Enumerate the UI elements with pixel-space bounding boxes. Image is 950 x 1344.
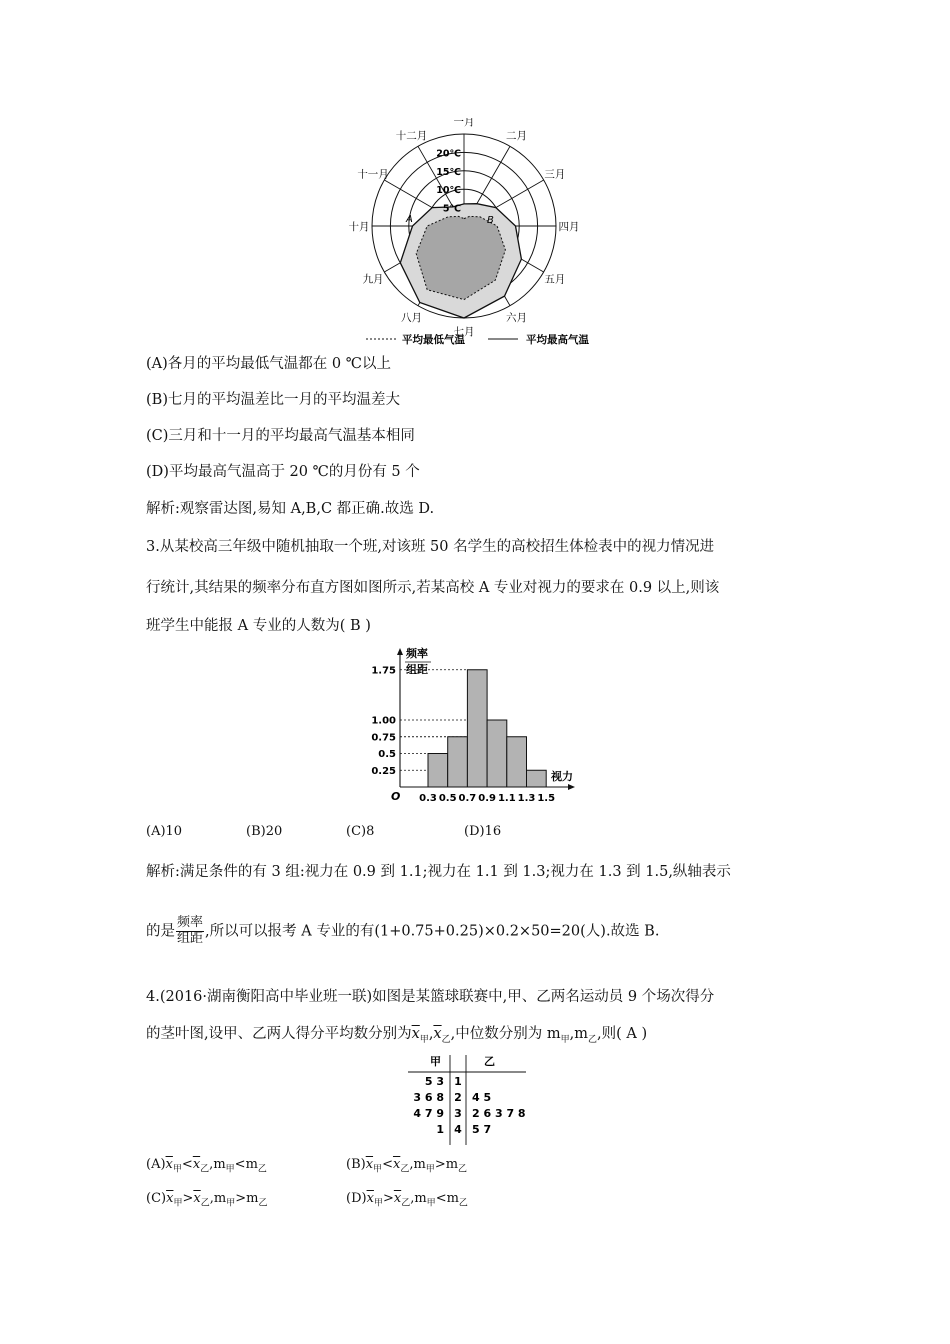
xbar: $\overline{x}$ [165, 1157, 173, 1172]
q2-option-d: (D)平均最高气温高于 20 ℃的月份有 5 个 [146, 464, 420, 480]
fraction-denominator: 组距 [177, 930, 204, 946]
q3-option-b: (B)20 [246, 824, 283, 839]
sub: 乙 [258, 1198, 268, 1209]
sub: 乙 [200, 1198, 210, 1209]
q3-analysis-line2 [146, 916, 659, 947]
sub: 甲 [373, 1198, 383, 1209]
y-tick-label: 1.75 [371, 665, 396, 677]
y-tick-label: 0.25 [371, 765, 396, 777]
y-tick-label: 0.75 [371, 732, 396, 744]
leaf-right: 5 7 [472, 1123, 492, 1136]
sub-yi: 乙 [441, 1034, 451, 1045]
month-label: 十二月 [395, 130, 428, 143]
x-tick-label: 1.1 [497, 793, 516, 804]
q4-option-a [146, 1157, 267, 1175]
lt-sign: < [181, 1157, 193, 1172]
lt-sign: < [382, 1157, 393, 1172]
x-tick-label: 0.5 [438, 793, 457, 804]
point-b-label: B [487, 215, 494, 226]
m: m [213, 1191, 227, 1206]
month-label: 七月 [453, 326, 475, 338]
analysis-pre-text: 的是 [146, 923, 175, 940]
month-label: 五月 [544, 273, 566, 286]
sub: 甲 [373, 1164, 383, 1175]
q4-option-b-label: (B) [346, 1157, 366, 1172]
sub: 甲 [426, 1198, 436, 1209]
analysis-post-text: ,所以可以报考 A 专业的有(1+0.75+0.25)×0.2×50=20(人).故选 B. [205, 923, 660, 940]
xbar-yi: $\overline{x}$ [433, 1026, 442, 1042]
q2-analysis: 解析:观察雷达图,易知 A,B,C 都正确.故选 D. [146, 501, 435, 517]
q3-text-line2: 行统计,其结果的频率分布直方图如图所示,若某高校 A 专业对视力的要求在 0.9 以上,则该 [146, 580, 720, 596]
month-label: 二月 [506, 130, 527, 143]
leaf-left: 1 [436, 1123, 444, 1136]
xbar: $\overline{x}$ [193, 1191, 201, 1206]
leaf-right: 4 5 [472, 1091, 492, 1104]
comma: , [209, 1191, 214, 1206]
histogram-svg [360, 642, 590, 807]
m: m [414, 1191, 427, 1206]
month-label: 十月 [348, 221, 370, 233]
stemleaf-header-jia: 甲 [430, 1055, 441, 1068]
q4-line2-pre: 的茎叶图,设甲、乙两人得分平均数分别为 [146, 1026, 412, 1042]
sub-jia: 甲 [419, 1034, 429, 1045]
q4-option-b [346, 1157, 467, 1175]
m: m [245, 1157, 258, 1172]
histogram-bar [448, 737, 468, 787]
histogram-bar [467, 670, 487, 787]
sub: 甲 [172, 1164, 182, 1175]
stem: 3 [454, 1107, 462, 1120]
x-axis-arrow [568, 784, 575, 790]
x-tick-label: 0.9 [478, 793, 496, 804]
q4-line2-m2: ,m [569, 1026, 588, 1042]
lt-sign: < [234, 1157, 246, 1172]
leaf-left: 4 7 9 [413, 1107, 444, 1120]
month-label: 九月 [362, 273, 384, 286]
histogram-bar [428, 754, 448, 788]
y-tick-label: 1.00 [371, 715, 396, 727]
y-axis-label-top: 频率 [406, 647, 428, 660]
xbar: $\overline{x}$ [366, 1191, 374, 1206]
month-label: 十一月 [357, 168, 389, 181]
q4-option-d [346, 1191, 468, 1209]
q4-option-d-label: (D) [346, 1191, 367, 1206]
comma: , [410, 1191, 415, 1206]
sub: 乙 [458, 1164, 468, 1175]
q4-text-line2 [146, 1022, 647, 1045]
stem-leaf-svg [380, 1050, 580, 1150]
ring-label: 15℃ [436, 166, 461, 178]
sub: 甲 [173, 1198, 183, 1209]
month-label: 六月 [506, 311, 527, 324]
xbar-jia: $\overline{x}$ [411, 1026, 420, 1042]
month-label: 四月 [558, 221, 580, 233]
q4-option-c [146, 1191, 267, 1209]
legend-low-label: 平均最低气温 [402, 334, 465, 346]
xbar: $\overline{x}$ [393, 1191, 402, 1206]
x-axis-label: 视力 [551, 770, 573, 783]
month-label: 一月 [453, 118, 475, 128]
q4-text-line1: 4.(2016·湖南衡阳高中毕业班一联)如图是某篮球联赛中,甲、乙两名运动员 9 个场次得分 [146, 989, 715, 1005]
histogram-chart [360, 642, 590, 807]
x-tick-label: 1.3 [517, 793, 536, 804]
q3-options [146, 824, 546, 844]
q3-option-c: (C)8 [346, 824, 375, 839]
sub: 甲 [225, 1164, 235, 1175]
xbar: $\overline{x}$ [192, 1157, 201, 1172]
m: m [445, 1157, 459, 1172]
month-label: 八月 [401, 311, 422, 324]
q2-option-c: (C)三月和十一月的平均最高气温基本相同 [146, 428, 415, 444]
leaf-left: 3 6 8 [413, 1091, 444, 1104]
point-a-label: A [406, 214, 413, 225]
xbar: $\overline{x}$ [392, 1157, 401, 1172]
legend-high-label: 平均最高气温 [526, 334, 589, 346]
sub: 乙 [200, 1164, 210, 1175]
x-tick-label: 0.3 [419, 793, 437, 804]
lt-sign: < [435, 1191, 447, 1206]
gt-sign: > [235, 1191, 247, 1206]
sub: 乙 [257, 1164, 267, 1175]
m: m [413, 1157, 426, 1172]
stem: 2 [454, 1091, 462, 1104]
q4-line2-mid: ,中位数分别为 m [450, 1026, 561, 1042]
sub: 乙 [401, 1198, 411, 1209]
sub: 乙 [458, 1198, 468, 1209]
histogram-bar [487, 720, 507, 787]
x-tick-label: 0.7 [458, 793, 477, 804]
stem-leaf-plot [380, 1050, 580, 1150]
histogram-bar [527, 770, 547, 787]
q4-options-row1 [146, 1157, 566, 1177]
m: m [446, 1191, 459, 1206]
q4-option-c-label: (C) [146, 1191, 167, 1206]
comma: , [409, 1157, 414, 1172]
y-axis-arrow [397, 648, 403, 655]
ring-label: 5℃ [442, 203, 461, 215]
radar-svg [340, 118, 620, 350]
m-sub-yi: 乙 [587, 1034, 597, 1045]
m: m [246, 1191, 259, 1206]
q3-option-a: (A)10 [146, 824, 183, 839]
q4-options-row2 [146, 1191, 566, 1211]
xbar: $\overline{x}$ [166, 1191, 174, 1206]
fraction-freq-over-width [176, 916, 204, 947]
q4-line2-post: ,则( A ) [596, 1026, 648, 1042]
m-sub-jia: 甲 [560, 1034, 570, 1045]
q4-option-a-label: (A) [146, 1157, 166, 1172]
stem: 1 [454, 1075, 462, 1088]
fraction-numerator: 频率 [177, 915, 204, 930]
q2-option-a: (A)各月的平均最低气温都在 0 ℃以上 [146, 356, 391, 372]
sub: 甲 [226, 1198, 236, 1209]
xbar: $\overline{x}$ [365, 1157, 374, 1172]
radar-chart [340, 118, 620, 350]
gt-sign: > [182, 1191, 194, 1206]
q3-option-d: (D)16 [464, 824, 502, 839]
sub: 乙 [400, 1164, 410, 1175]
ring-label: 10℃ [436, 185, 461, 197]
q3-text-line1: 3.从某校高三年级中随机抽取一个班,对该班 50 名学生的高校招生体检表中的视力情况进 [146, 539, 715, 555]
comma: , [209, 1157, 214, 1172]
gt-sign: > [434, 1157, 446, 1172]
x-tick-label: 1.5 [537, 793, 556, 804]
q3-text-line3: 班学生中能报 A 专业的人数为( B ) [146, 618, 371, 634]
stem: 4 [454, 1123, 462, 1136]
q3-analysis-line1: 解析:满足条件的有 3 组:视力在 0.9 到 1.1;视力在 1.1 到 1.3;视力在 1.3 到 1.5,纵轴表示 [146, 864, 731, 880]
y-tick-label: 0.5 [378, 749, 396, 760]
gt-sign: > [382, 1191, 394, 1206]
stemleaf-header-yi: 乙 [484, 1055, 495, 1068]
q2-option-b: (B)七月的平均温差比一月的平均温差大 [146, 392, 400, 408]
histogram-bar [507, 737, 527, 787]
origin-label: O [391, 790, 401, 803]
leaf-right: 2 6 3 7 8 [472, 1107, 526, 1120]
month-label: 三月 [544, 168, 566, 181]
sub: 甲 [425, 1164, 435, 1175]
q4-sep: , [428, 1026, 434, 1042]
y-axis-label-bottom: 组距 [406, 663, 428, 676]
ring-label: 20℃ [436, 148, 461, 160]
m: m [213, 1157, 226, 1172]
leaf-left: 5 3 [424, 1075, 444, 1088]
